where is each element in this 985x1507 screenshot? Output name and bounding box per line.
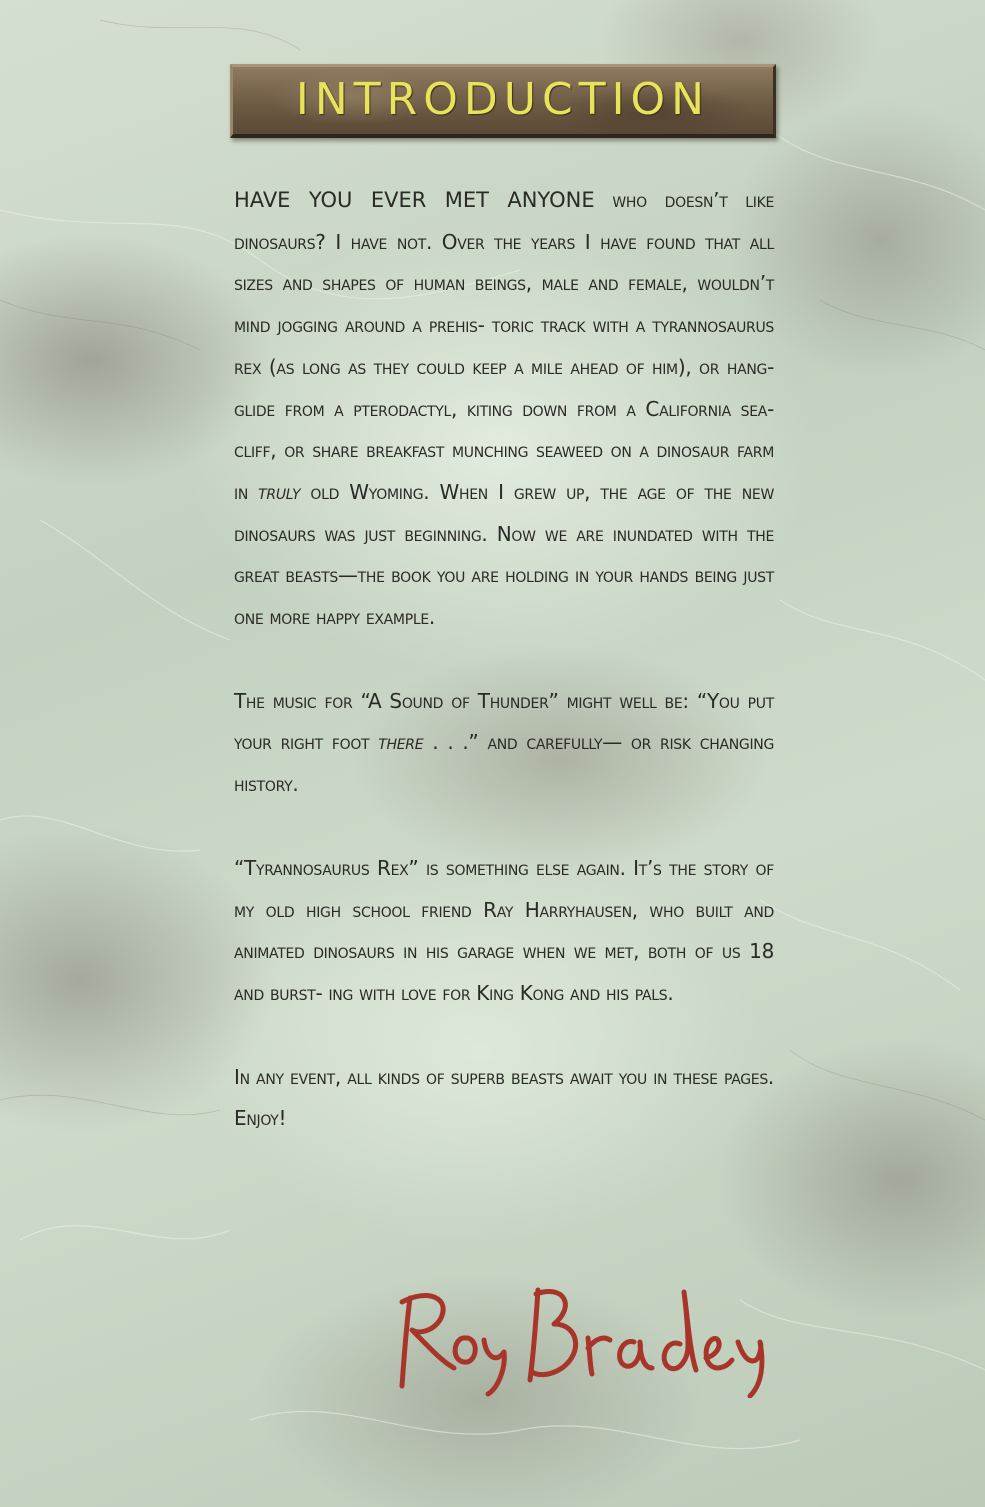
page-title: INTRODUCTION <box>295 74 711 125</box>
paragraph-1-text-2: old Wyoming. When I grew up, the age of the new dinosaurs was just beginning. Now we are inundated with the great beasts—the book you are holding in your hands being just one more happy example. <box>234 479 774 630</box>
paragraph-2-text-2: . . .” and carefully— or risk changing history. <box>234 730 774 797</box>
signature <box>388 1268 788 1398</box>
paragraph-4-text: In any event, all kinds of superb beasts await you in these pages. Enjoy! <box>234 1064 774 1131</box>
paragraph-3-text: “Tyrannosaurus Rex” is something else again. It’s the story of my old high school friend Ray Harryhausen, who built and animated dinosaurs in his garage when we met, both of us 18 and burst- ing with love for King Kong and his pals. <box>234 855 774 1005</box>
paragraph-3 <box>234 848 774 1015</box>
paragraph-1 <box>234 180 774 639</box>
paragraph-2-emphasis: there <box>378 730 424 755</box>
paragraph-4 <box>234 1057 774 1140</box>
paragraph-2-text: The music for “A Sound of Thunder” might well be: “You put your right foot <box>234 688 774 755</box>
introduction-body <box>234 180 774 1182</box>
paragraph-1-lead: HAVE YOU EVER MET ANYONE <box>234 188 595 212</box>
paragraph-1-text: who doesn’t like dinosaurs? I have not. Over the years I have found that all sizes and shapes of human beings, male and female, wouldn’t mind jogging around a prehis- toric track with a tyrannosaurus rex (as long as they could keep a mile ahead of him), or hang-glide from a pterodactyl, kiting down from a California sea-cliff, or share breakfast munching seaweed on a dinosaur farm in <box>234 188 774 504</box>
paragraph-2 <box>234 681 774 806</box>
paragraph-1-emphasis: truly <box>258 479 301 504</box>
title-plate <box>230 64 776 138</box>
